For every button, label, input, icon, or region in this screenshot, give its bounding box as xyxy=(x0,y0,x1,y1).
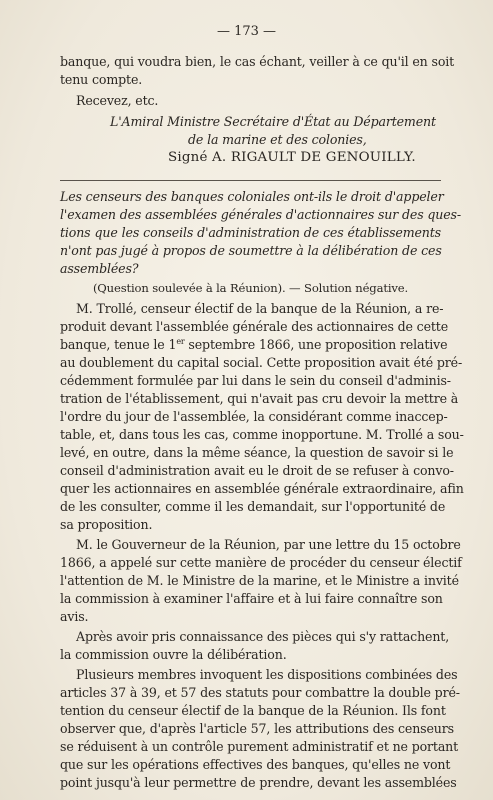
text-line: M. Trollé, censeur électif de la banque de la Réunion, a re- xyxy=(76,301,444,316)
question-line: Les censeurs des banques coloniales ont-ils le droit d'appeler xyxy=(60,189,444,204)
text-line: l'attention de M. le Ministre de la marine, et le Ministre a invité xyxy=(60,573,459,588)
text-line: l'ordre du jour de l'assemblée, la considérant comme inaccep- xyxy=(60,409,448,424)
closing-formula: Recevez, etc. xyxy=(76,93,159,108)
text-line: M. le Gouverneur de la Réunion, par une lettre du 15 octobre xyxy=(76,537,461,552)
question-line: l'examen des assemblées générales d'actionnaires sur des ques- xyxy=(60,207,461,222)
text-line: observer que, d'après l'article 57, les attributions des censeurs xyxy=(60,721,454,736)
text-line: banque, tenue le 1er septembre 1866, une proposition relative xyxy=(60,336,448,352)
text-line: articles 37 à 39, et 57 des statuts pour combattre la double pré- xyxy=(60,685,460,700)
text-line: quer les actionnaires en assemblée générale extraordinaire, afin xyxy=(60,481,464,496)
text-line: banque, qui voudra bien, le cas échant, veiller à ce qu'il en soit xyxy=(60,54,455,69)
text-line: la commission à examiner l'affaire et à lui faire connaître son xyxy=(60,591,443,606)
section-divider xyxy=(60,180,441,181)
question-line: tions que les conseils d'administration de ces établissements xyxy=(60,225,441,240)
text-line: table, et, dans tous les cas, comme inopportune. M. Trollé a sou- xyxy=(60,427,464,442)
text-line: Après avoir pris connaissance des pièces qui s'y rattachent, xyxy=(76,629,450,644)
text-line: tention du censeur électif de la banque de la Réunion. Ils font xyxy=(60,703,446,718)
text-line: produit devant l'assemblée générale des actionnaires de cette xyxy=(60,319,449,334)
signature-title: de la marine et des colonies, xyxy=(188,132,367,147)
text-line: levé, en outre, dans la même séance, la question de savoir si le xyxy=(60,445,454,460)
text-line: avis. xyxy=(60,609,89,624)
text-line: conseil d'administration avait eu le droit de se refuser à convo- xyxy=(60,463,454,478)
text-line: Plusieurs membres invoquent les dispositions combinées des xyxy=(76,667,458,682)
signature: Signé A. RIGAULT DE GENOUILLY. xyxy=(168,150,416,165)
text-line: au doublement du capital social. Cette proposition avait été pré- xyxy=(60,355,463,370)
page-number: — 173 — xyxy=(216,24,277,39)
text-line: 1866, a appelé sur cette manière de procéder du censeur électif xyxy=(60,555,462,570)
question-line: assemblées? xyxy=(60,261,139,276)
text-line: se réduisent à un contrôle purement administratif et ne portant xyxy=(60,739,459,754)
text-line: de les consulter, comme il les demandait, sur l'opportunité de xyxy=(60,499,446,514)
text-line: tenu compte. xyxy=(60,72,143,87)
question-subtitle: (Question soulevée à la Réunion). — Solution négative. xyxy=(92,281,409,295)
text-line: point jusqu'à leur permettre de prendre, devant les assemblées xyxy=(60,775,457,790)
text-line: que sur les opérations effectives des banques, qu'elles ne vont xyxy=(60,757,451,772)
text-line: cédemment formulée par lui dans le sein du conseil d'adminis- xyxy=(60,373,451,388)
question-line: n'ont pas jugé à propos de soumettre à la délibération de ces xyxy=(60,243,442,258)
text-line: la commission ouvre la délibération. xyxy=(60,647,287,662)
text-line: tration de l'établissement, qui n'avait pas cru devoir la mettre à xyxy=(60,391,459,406)
signature-title: L'Amiral Ministre Secrétaire d'État au Département xyxy=(110,114,436,129)
text-line: sa proposition. xyxy=(60,517,153,532)
